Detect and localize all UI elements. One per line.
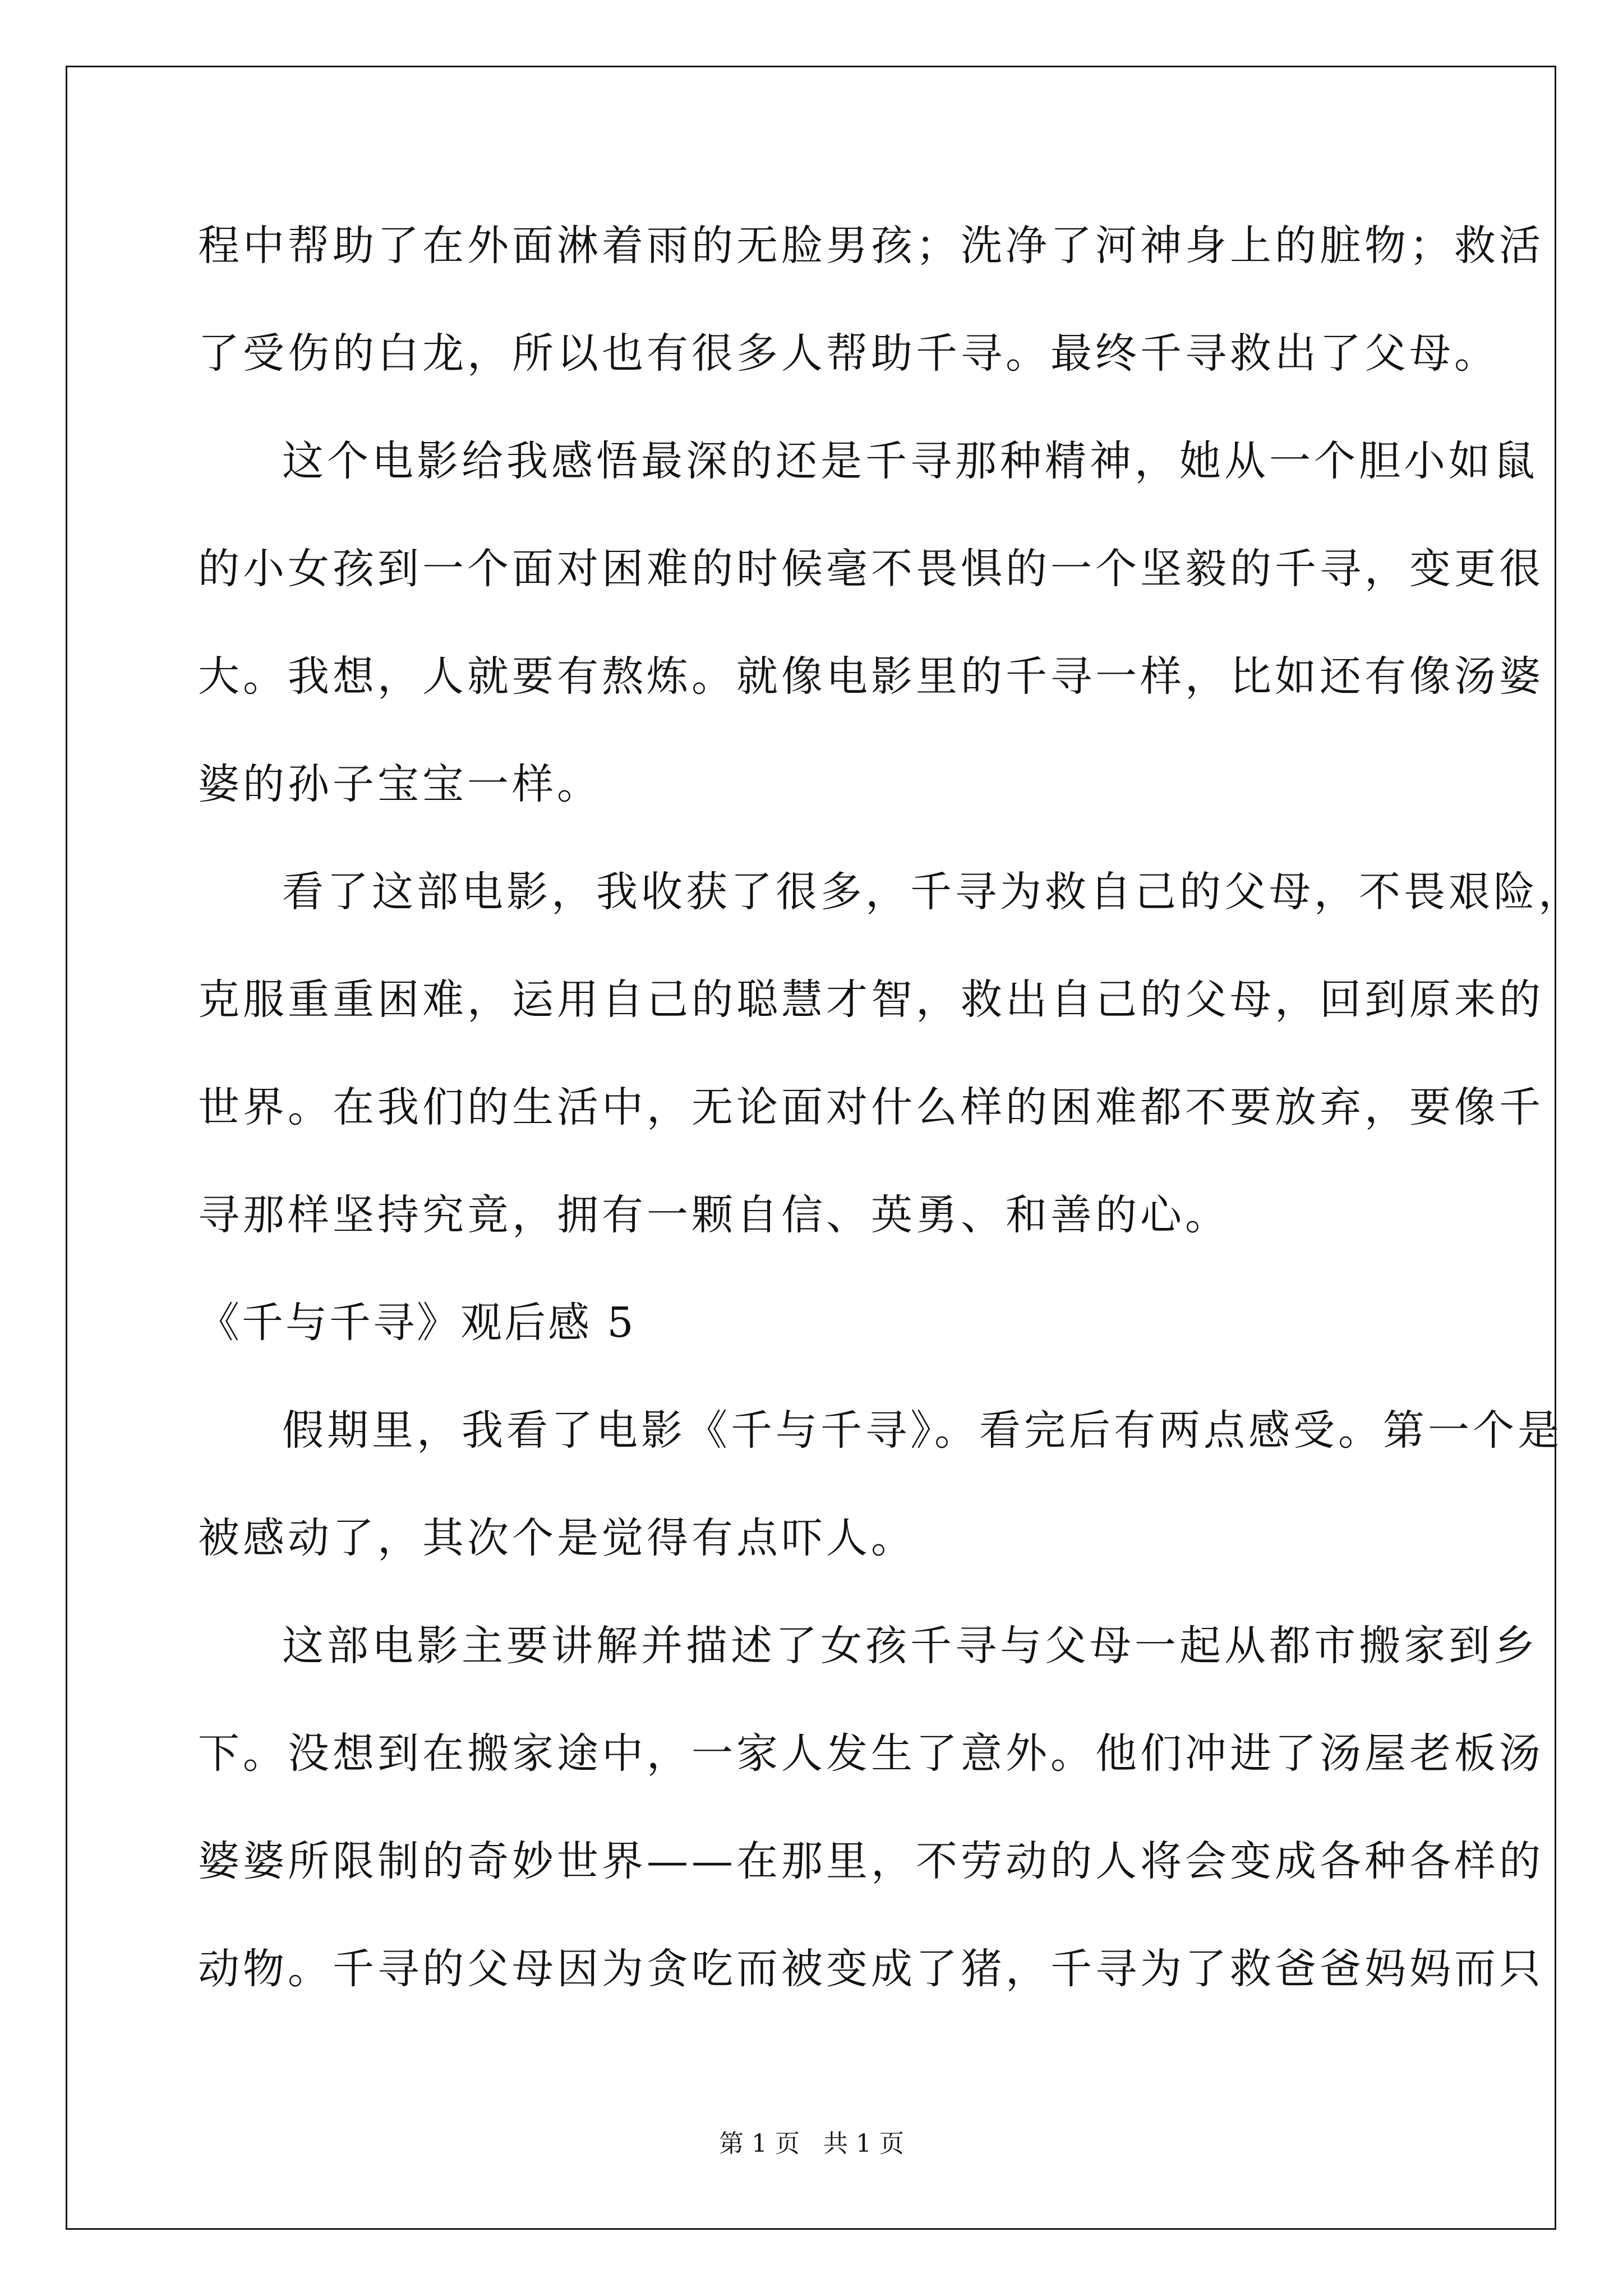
paragraph-start-line: 这个电影给我感悟最深的还是千寻那种精神，她从一个胆小如鼠 [282,437,1538,485]
text-line: 下。没想到在搬家途中，一家人发生了意外。他们冲进了汤屋老板汤 [198,1729,1544,1778]
paragraph-start-line: 这部电影主要讲解并描述了女孩千寻与父母一起从都市搬家到乡 [282,1622,1538,1670]
text-line: 的小女孩到一个面对困难的时候毫不畏惧的一个坚毅的千寻，变更很 [198,545,1544,593]
text-line: 寻那样坚持究竟，拥有一颗自信、英勇、和善的心。 [198,1191,1230,1239]
paragraph-start-line: 假期里，我看了电影《千与千寻》。看完后有两点感受。第一个是 [282,1406,1562,1455]
page-number: 第 1 页 [719,2129,800,2158]
text-line: 婆婆所限制的奇妙世界——在那里，不劳动的人将会变成各种各样的 [198,1837,1544,1885]
page-footer [0,2127,1623,2161]
text-line: 动物。千寻的父母因为贪吃而被变成了猪，千寻为了救爸爸妈妈而只 [198,1945,1544,1993]
text-line: 程中帮助了在外面淋着雨的无脸男孩；洗净了河神身上的脏物；救活 [198,222,1544,270]
text-line: 克服重重困难，运用自己的聪慧才智，救出自己的父母，回到原来的 [198,976,1544,1024]
text-line: 世界。在我们的生活中，无论面对什么样的困难都不要放弃，要像千 [198,1083,1544,1131]
text-line: 被感动了，其次个是觉得有点吓人。 [198,1514,916,1562]
text-line: 婆的孙子宝宝一样。 [198,760,602,808]
section-heading: 《千与千寻》观后感 5 [198,1299,636,1347]
document-body [198,215,1583,2046]
page-total: 共 1 页 [823,2129,904,2158]
paragraph-start-line: 看了这部电影，我收获了很多，千寻为救自己的父母，不畏艰险， [282,868,1583,916]
text-line: 了受伤的白龙，所以也有很多人帮助千寻。最终千寻救出了父母。 [198,329,1499,378]
text-line: 大。我想，人就要有熬炼。就像电影里的千寻一样，比如还有像汤婆 [198,652,1544,701]
